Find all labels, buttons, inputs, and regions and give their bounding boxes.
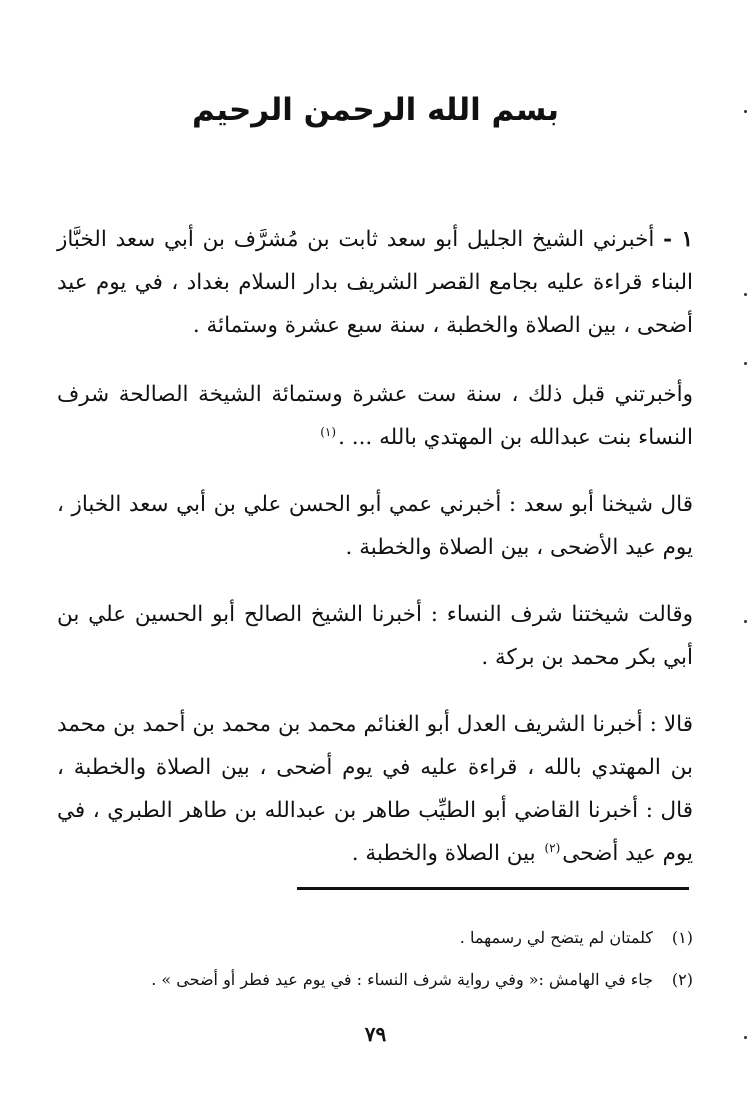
footnotes bbox=[57, 917, 693, 1001]
footnote-number: (١) bbox=[671, 928, 693, 947]
footnote-text: جاء في الهامش :« وفي رواية شرف النساء : في يوم عيد فطر أو أضحى » . bbox=[151, 970, 653, 989]
paragraph-text: أخبرني الشيخ الجليل أبو سعد ثابت بن مُشرَّف بن أبي سعد الخبَّاز البناء قراءة عليه بجامع القصر الشريف بدار السلام بغداد ، في يوم عيد أضحى ، بين الصلاة والخطبة ، سنة سبع عشرة وستمائة . bbox=[57, 227, 693, 338]
scan-edge-mark bbox=[744, 110, 747, 113]
paragraph-3 bbox=[57, 483, 693, 569]
footnote-1 bbox=[57, 917, 693, 959]
footnote-ref-2[interactable]: (٢) bbox=[544, 840, 561, 855]
paragraph-text: قالا : أخبرنا الشريف العدل أبو الغنائم محمد بن محمد بن أحمد بن محمد بن المهتدي بالله ، قراءة عليه في يوم أضحى ، بين الصلاة والخطبة ، قال : أخبرنا القاضي أبو الطيِّب طاهر بن عبدالله بن طاهر الطبري ، في يوم عيد أضحى bbox=[57, 712, 693, 866]
paragraph-1 bbox=[57, 218, 693, 347]
footnote-text: كلمتان لم يتضح لي رسمهما . bbox=[459, 928, 653, 947]
paragraph-text: وأخبرتني قبل ذلك ، سنة ست عشرة وستمائة الشيخة الصالحة شرف النساء بنت عبدالله بن المهتدي بالله ... . bbox=[57, 382, 693, 450]
basmala-heading: بسم الله الرحمن الرحيم bbox=[191, 92, 560, 128]
scan-edge-mark bbox=[744, 620, 747, 623]
paragraph-text: وقالت شيختنا شرف النساء : أخبرنا الشيخ الصالح أبو الحسين علي بن أبي بكر محمد بن بركة . bbox=[57, 602, 693, 670]
paragraph-text: قال شيخنا أبو سعد : أخبرني عمي أبو الحسن علي بن أبي سعد الخباز ، يوم عيد الأضحى ، بين الصلاة والخطبة . bbox=[57, 492, 693, 560]
paragraph-number: ١ - bbox=[663, 227, 693, 252]
scan-edge-mark bbox=[744, 293, 747, 296]
scan-edge-mark bbox=[744, 1036, 747, 1039]
paragraph-5 bbox=[57, 703, 693, 875]
paragraph-4 bbox=[57, 593, 693, 679]
main-text bbox=[57, 218, 693, 899]
footnote-number: (٢) bbox=[671, 970, 693, 989]
footnote-ref-1[interactable]: (١) bbox=[320, 424, 337, 439]
footnote-divider bbox=[297, 887, 689, 890]
page-number: ٧٩ bbox=[364, 1022, 387, 1046]
paragraph-text-continued: بين الصلاة والخطبة . bbox=[351, 841, 536, 866]
scan-edge-mark bbox=[744, 362, 747, 365]
footnote-2 bbox=[57, 959, 693, 1001]
paragraph-2 bbox=[57, 373, 693, 459]
